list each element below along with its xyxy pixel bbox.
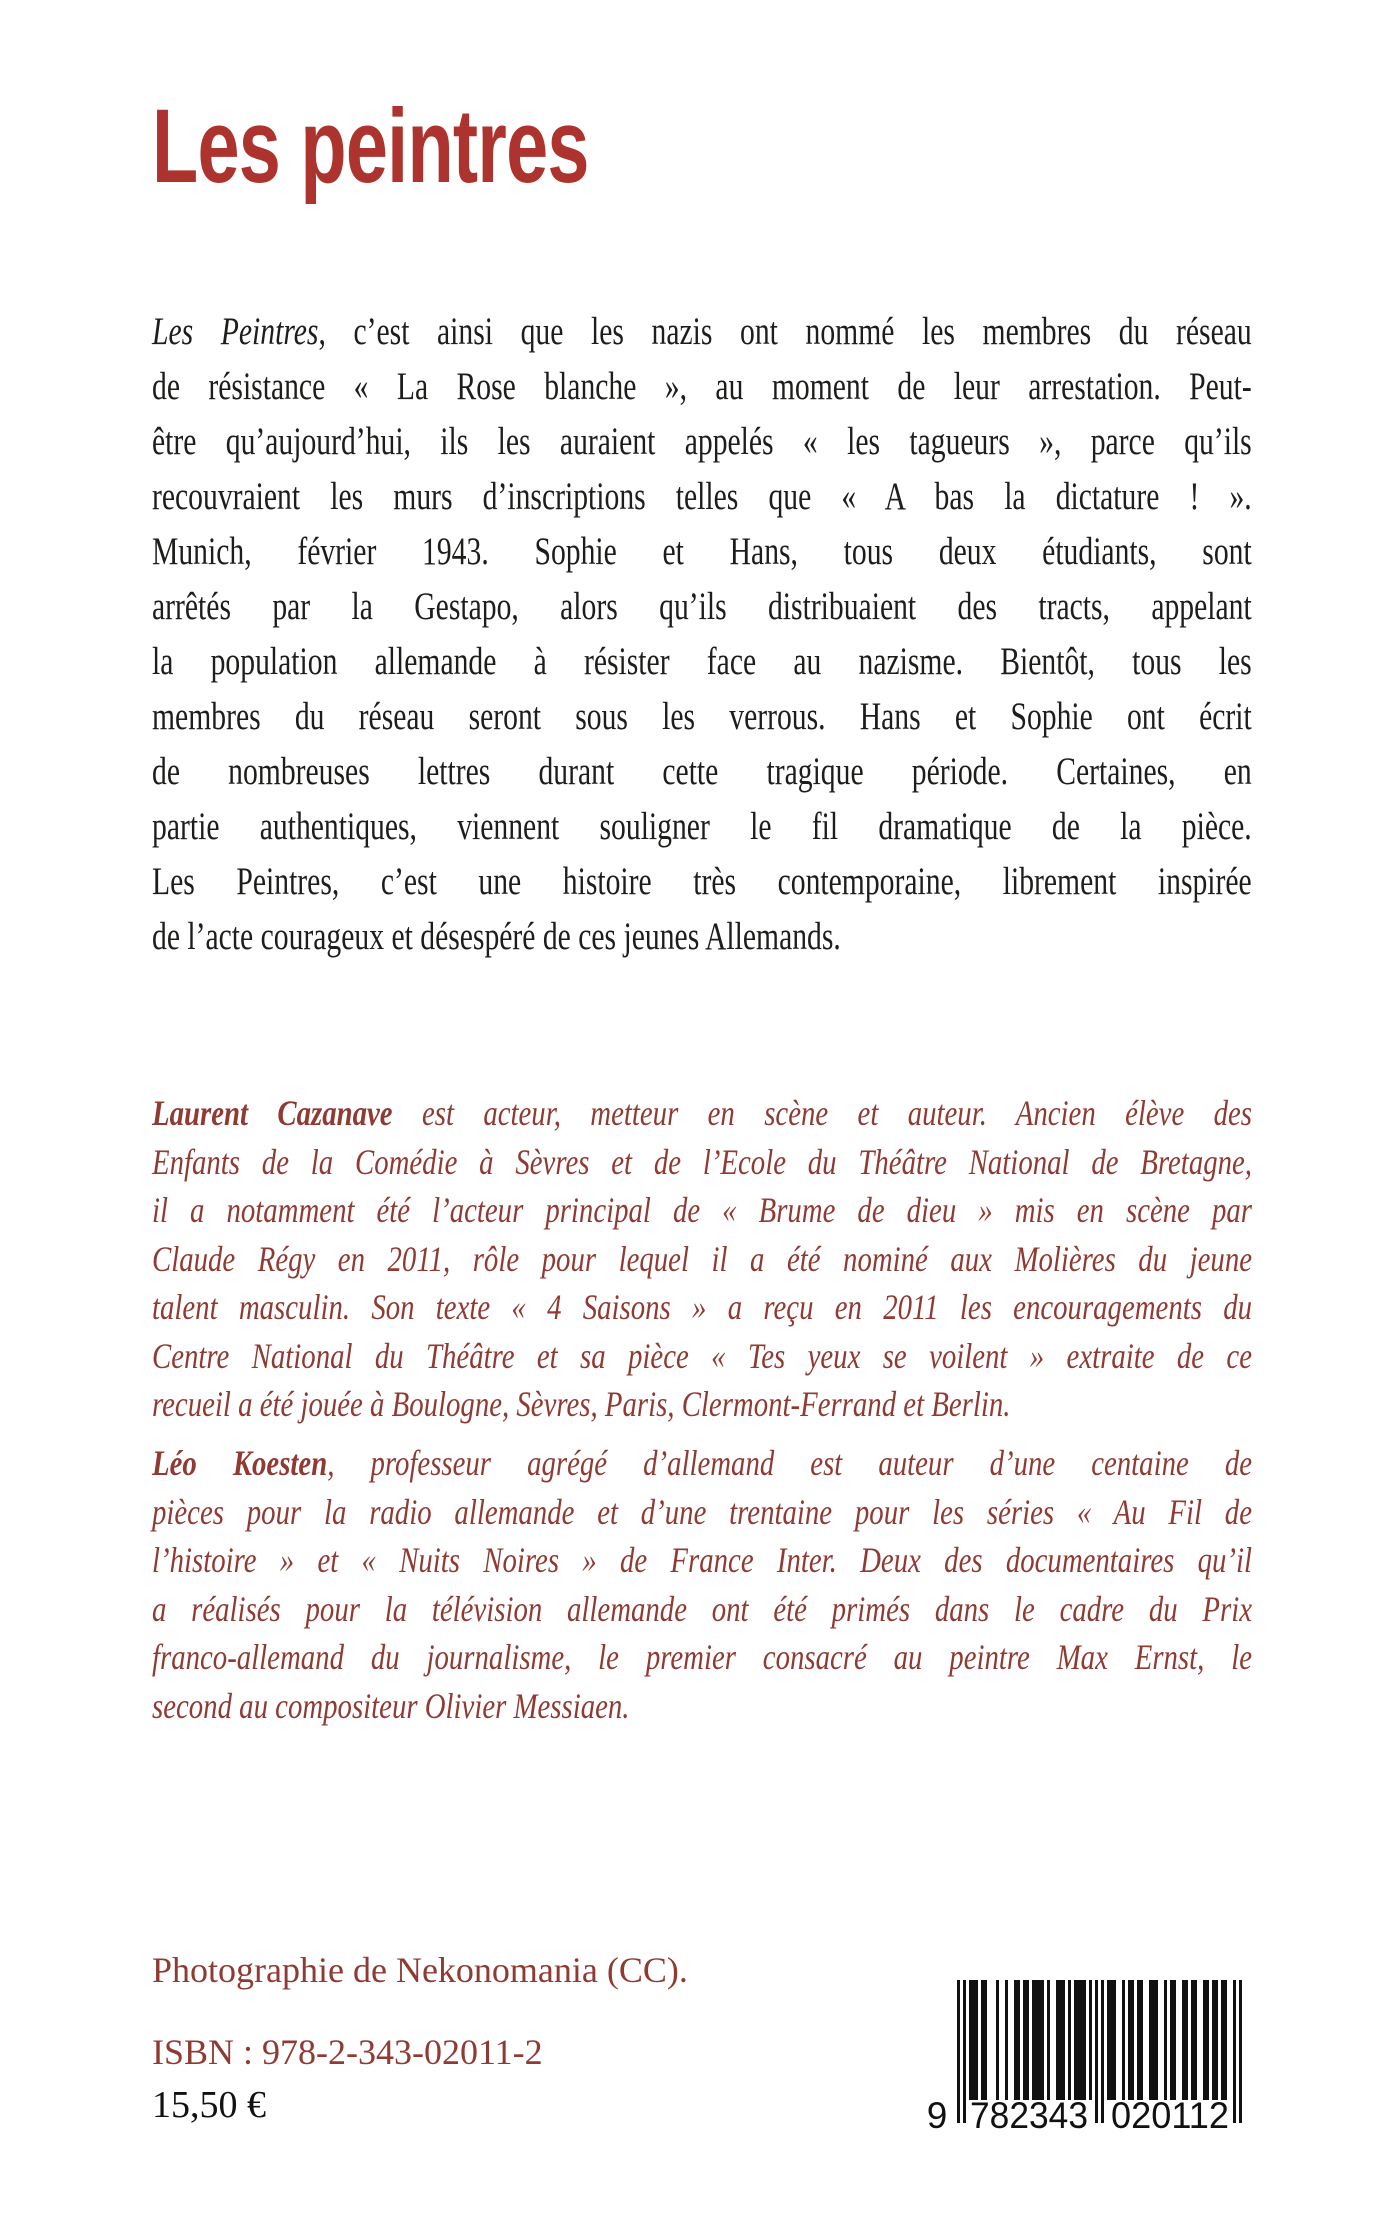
text-line: Laurent Cazanave est acteur, metteur en scène et auteur. Ancien élève des — [152, 1093, 1253, 1133]
text-line: la population allemande à résister face au nazisme. Bientôt, tous les — [152, 640, 1252, 683]
text-line: talent masculin. Son texte « 4 Saisons » a reçu en 2011 les encouragements du — [152, 1287, 1252, 1327]
text-line: Claude Régy en 2011, rôle pour lequel il a été nominé aux Molières du jeune — [152, 1238, 1252, 1279]
text-line: Munich, février 1943. Sophie et Hans, tous deux étudiants, sont — [152, 530, 1252, 573]
text-line: l’histoire » et « Nuits Noires » de France Inter. Deux des documentaires qu’il — [152, 1540, 1252, 1580]
text-line: arrêtés par la Gestapo, alors qu’ils distribuaient des tracts, appelant — [152, 585, 1252, 628]
text-line: de résistance « La Rose blanche », au moment de leur arrestation. Peut- — [152, 365, 1252, 408]
text-line: a réalisés pour la télévision allemande ont été primés dans le cadre du Prix — [152, 1588, 1252, 1629]
text-line: de l’acte courageux et désespéré de ces jeunes Allemands. — [152, 915, 841, 958]
text-line: franco-allemand du journalisme, le premier consacré au peintre Max Ernst, le — [152, 1637, 1252, 1677]
text-line: il a notamment été l’acteur principal de « Brume de dieu » mis en scène par — [152, 1190, 1252, 1230]
synopsis-paragraph — [152, 304, 1252, 964]
price-text: 15,50 € — [152, 2084, 266, 2126]
text-line: recueil a été jouée à Boulogne, Sèvres, Paris, Clermont-Ferrand et Berlin. — [152, 1384, 1011, 1424]
text-line: Léo Koesten, professeur agrégé d’allemand est auteur d’une centaine de — [152, 1443, 1252, 1483]
text-line: membres du réseau seront sous les verrous. Hans et Sophie ont écrit — [152, 695, 1252, 738]
text-line: partie authentiques, viennent souligner le fil dramatique de la pièce. — [152, 805, 1252, 848]
text-line: second au compositeur Olivier Messiaen. — [152, 1685, 630, 1726]
barcode-digits: 9 — [926, 2095, 948, 2130]
text-line: pièces pour la radio allemande et d’une trentaine pour les séries « Au Fil de — [152, 1491, 1252, 1532]
text-line: de nombreuses lettres durant cette tragique période. Certaines, en — [152, 750, 1252, 793]
barcode-digits: 782343 — [970, 2095, 1088, 2130]
text-line: Enfants de la Comédie à Sèvres et de l’Ecole du Théâtre National de Bretagne, — [152, 1141, 1252, 1182]
isbn-text: ISBN : 978-2-343-02011-2 — [152, 2032, 543, 2072]
text-line: Les Peintres, c’est une histoire très contemporaine, librement inspirée — [152, 860, 1252, 903]
ean13-barcode — [921, 1980, 1251, 2130]
text-line: Centre National du Théâtre et sa pièce « Tes yeux se voilent » extraite de ce — [152, 1335, 1252, 1376]
author-bio-cazanave — [152, 1089, 1252, 1429]
book-title: Les peintres — [152, 88, 589, 205]
text-line: être qu’aujourd’hui, ils les auraient appelés « les tagueurs », parce qu’ils — [152, 420, 1252, 463]
text-line: recouvraient les murs d’inscriptions telles que « A bas la dictature ! ». — [152, 475, 1252, 518]
barcode-digits: 020112 — [1111, 2095, 1229, 2130]
photo-credit: Photographie de Nekonomania (CC). — [152, 1950, 688, 1990]
text-line: Les Peintres, c’est ainsi que les nazis ont nommé les membres du réseau — [152, 310, 1252, 353]
author-bio-koesten — [152, 1439, 1252, 1730]
